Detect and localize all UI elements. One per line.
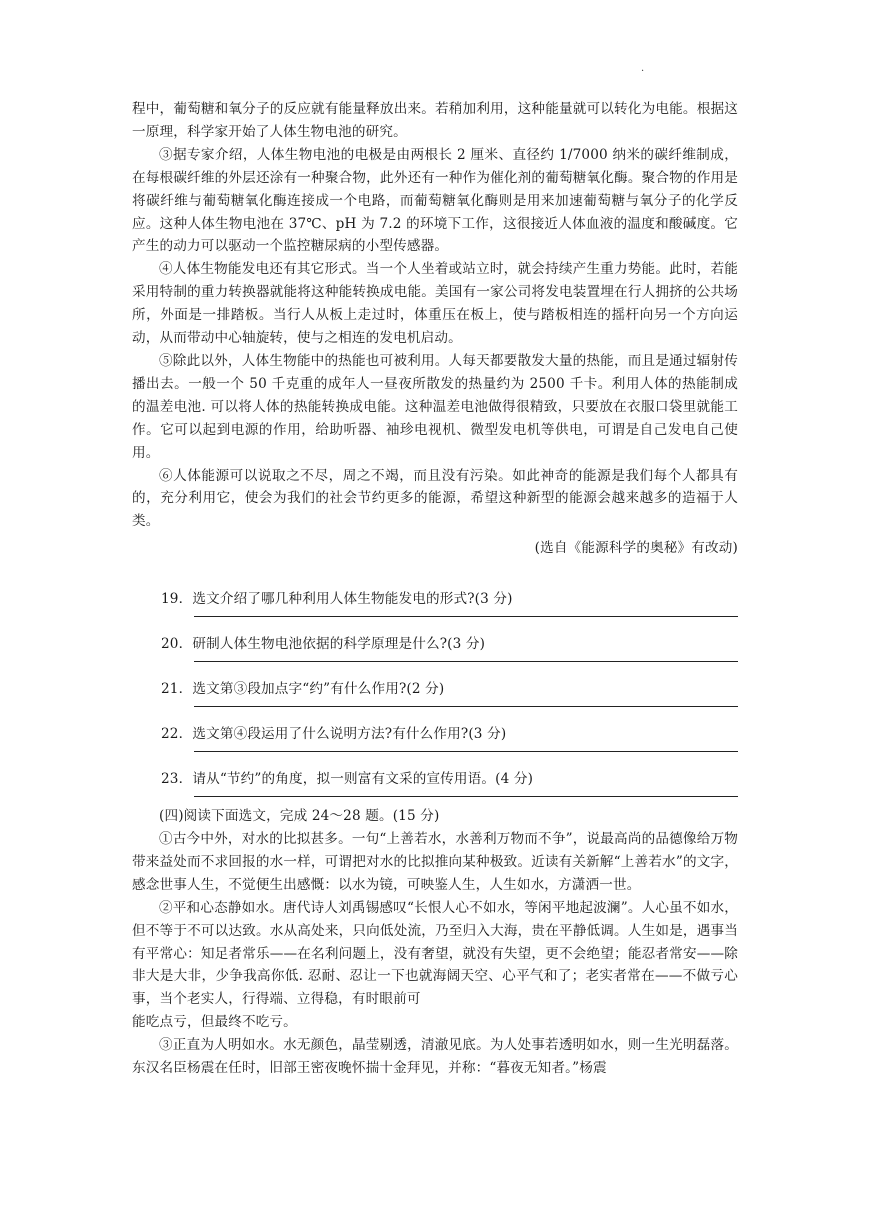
answer-line-21[interactable] [194,706,738,707]
passage1-paragraph-1: 程中，葡萄糖和氧分子的反应就有能量释放出来。若稍加利用，这种能量就可以转化为电能。根据这一原理，科学家开始了人体生物电池的研究。 [132,101,738,140]
passage2 [132,805,738,1080]
passage2-paragraph-1: ①古今中外，对水的比拟甚多。一句“上善若水，水善利万物而不争”，说最高尚的品德像给万物带来益处而不求回报的水一样，可谓把对水的比拟推向某种极致。近读有关新解“上善若水”的文字，感念世事人生，不觉便生出感慨：以水为镜，可映鉴人生，人生如水，方潇洒一世。 [132,831,738,893]
answer-line-22[interactable] [194,751,738,752]
question-22: 22．选文第④段运用了什么说明方法?有什么作用?(3 分) [161,726,507,743]
question-list [132,588,738,797]
question-19: 19．选文介绍了哪几种利用人体生物能发电的形式?(3 分) [161,591,513,608]
question-20: 20．研制人体生物电池依据的科学原理是什么?(3 分) [161,636,486,653]
answer-line-19[interactable] [194,616,738,617]
question-21: 21．选文第③段加点字“约”有什么作用?(2 分) [161,681,445,698]
source-citation: (选自《能源科学的奥秘》有改动) [534,540,738,557]
passage2-paragraph-2-end: 能吃点亏，但最终不吃亏。 [132,1014,297,1031]
document-body [132,98,738,1080]
passage2-paragraph-2: ②平和心态静如水。唐代诗人刘禹锡感叹“长恨人心不如水，等闲平地起波澜”。人心虽不如水，但不等于不可以达致。水从高处来，只向低处流，乃至归入大海，贵在平静低调。人生如是，遇事当有平常心：知足者常乐——在名利问题上，没有奢望，就没有失望，更不会绝望；能忍者常安——除非大是大非，少争我高你低. 忍耐、忍让一下也就海阔天空、心平气和了；老实者常在——不做亏心事，当个老实人，行得端、立得稳，有时眼前可 [132,899,738,1008]
page-marker: · [641,66,645,77]
answer-line-23[interactable] [194,796,738,797]
passage2-intro: (四)阅读下面选文，完成 24～28 题。(15 分) [159,808,440,825]
answer-line-20[interactable] [194,661,738,662]
passage1-paragraph-3: ③据专家介绍，人体生物电池的电极是由两根长 2 厘米、直径约 1/7000 纳米的碳纤维制成，在每根碳纤维的外层还涂有一种聚合物，此外还有一种作为催化剂的葡萄糖氧化酶。聚合物的作用是将碳纤维与葡萄糖氧化酶连接成一个电路，而葡萄糖氧化酶则是用来加速葡萄糖与氧分子的化学反应。这种人体生物电池在 37℃、pH 为 7.2 的环境下工作，这很接近人体血液的温度和酸碱度。它产生的动力可以驱动一个监控糖尿病的小型传感器。 [132,146,738,255]
passage1-paragraph-5: ⑤除此以外，人体生物能中的热能也可被利用。人每天都要散发大量的热能，而且是通过辐射传播出去。一般一个 50 千克重的成年人一昼夜所散发的热量约为 2500 千卡。利用人体的热能制成的温差电池. 可以将人体的热能转换成电能。这种温差电池做得很精致，只要放在衣服口袋里就能工作。它可以起到电源的作用，给助听器、袖珍电视机、微型发电机等供电，可谓是自己发电自己使用。 [132,352,738,461]
question-23: 23．请从“节约”的角度，拟一则富有文采的宣传用语。(4 分) [161,771,534,788]
passage2-paragraph-3: ③正直为人明如水。水无颜色，晶莹剔透，清澈见底。为人处事若透明如水，则一生光明磊落。东汉名臣杨震在任时，旧部王密夜晚怀揣十金拜见，并称：“暮夜无知者。”杨震 [132,1037,738,1077]
passage1-paragraph-6: ⑥人体能源可以说取之不尽，周之不竭，而且没有污染。如此神奇的能源是我们每个人都具有的，充分利用它，使会为我们的社会节约更多的能源，希望这种新型的能源会越来越多的造福于人类。 [132,467,738,530]
passage1-paragraph-4: ④人体生物能发电还有其它形式。当一个人坐着或站立时，就会持续产生重力势能。此时，若能采用特制的重力转换器就能将这种能转换成电能。美国有一家公司将发电装置埋在行人拥挤的公共场所，外面是一排踏板。当行人从板上走过时，体重压在板上，使与踏板相连的摇杆向另一个方向运动，从而带动中心轴旋转，使与之相连的发电机启动。 [132,261,738,347]
